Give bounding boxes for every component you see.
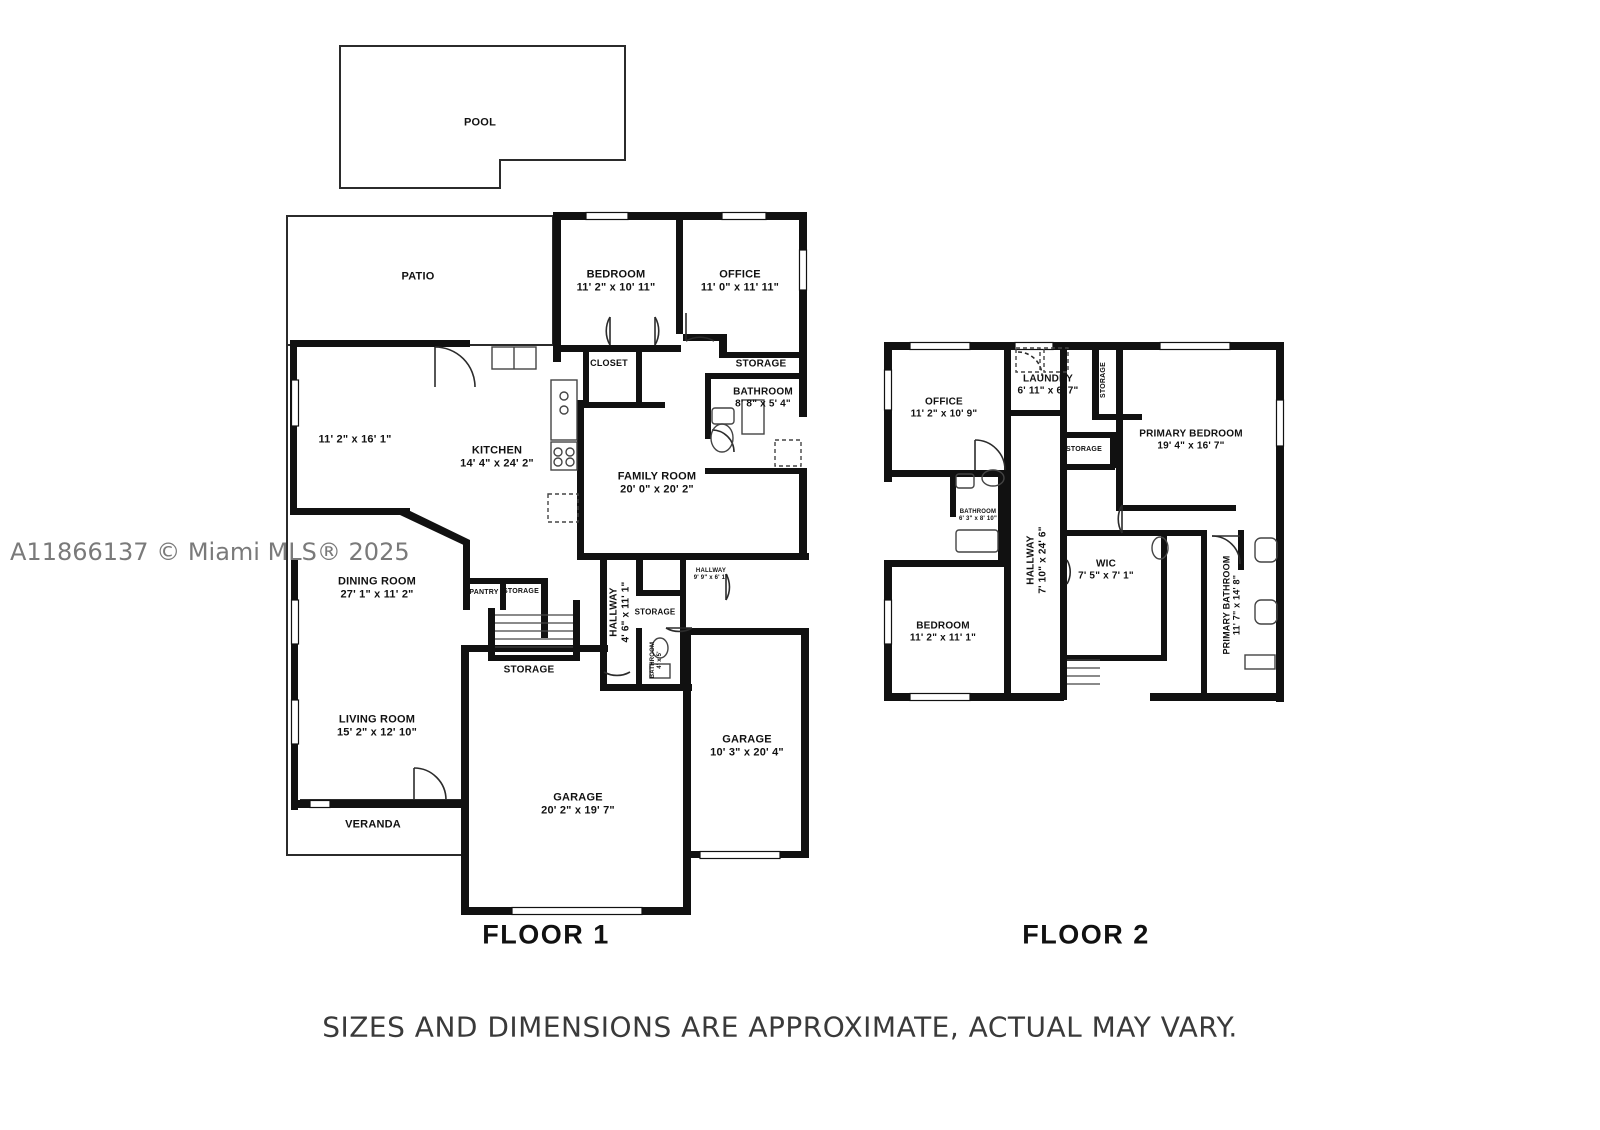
room-name: BATHROOM: [733, 386, 793, 398]
room-label: [694, 568, 729, 582]
room-dimensions: 4' 6" x 11' 1": [620, 581, 631, 643]
room-name: PRIMARY BEDROOM: [1139, 428, 1243, 440]
room-label: [1018, 374, 1079, 397]
room-dimensions: 4' x 5': [657, 651, 663, 669]
room-dimensions: 11' 2" x 10' 11": [576, 281, 656, 293]
room-name: OFFICE: [925, 396, 963, 408]
room-label: [650, 642, 664, 678]
room-label: [710, 733, 784, 758]
room-dimensions: 11' 0" x 11' 11": [700, 281, 780, 293]
room-dimensions: 11' 7" x 14' 8": [1232, 574, 1242, 636]
room-label: [701, 268, 779, 293]
room-name: PATIO: [401, 270, 435, 283]
room-name: POOL: [464, 116, 496, 129]
room-label: [338, 575, 416, 600]
room-name: GARAGE: [553, 791, 603, 804]
room-name: BEDROOM: [586, 268, 646, 281]
watermark: A11866137 © Miami MLS® 2025: [10, 538, 410, 566]
room-dimensions: 14' 4" x 24' 2": [460, 457, 534, 469]
patio-outline: [287, 216, 553, 855]
room-dimensions: 20' 2" x 19' 7": [541, 804, 615, 816]
room-name: BATHROOM: [959, 509, 997, 516]
room-label: [635, 607, 676, 616]
room-dimensions: 11' 2" x 16' 1": [318, 433, 392, 446]
room-name: FAMILY ROOM: [617, 470, 697, 483]
room-label: [959, 509, 997, 523]
room-label: [345, 819, 401, 832]
room-dimensions: 7' 10" x 24' 6": [1037, 526, 1048, 594]
room-label: [1078, 559, 1134, 582]
room-label: [911, 397, 978, 420]
room-label: [590, 358, 628, 368]
room-label: [1100, 362, 1108, 398]
room-label: [1222, 555, 1243, 654]
room-label: [464, 117, 496, 130]
room-name: WIC: [1095, 558, 1117, 570]
room-name: STORAGE: [503, 664, 555, 676]
room-dimensions: 11' 2" x 10' 9": [910, 408, 978, 419]
room-label: [541, 791, 615, 816]
room-label: [609, 582, 632, 643]
room-name: BATHROOM: [650, 641, 657, 679]
room-label: [1139, 429, 1243, 452]
room-name: HALLWAY: [608, 587, 620, 637]
room-label: [337, 713, 417, 738]
floor-title: FLOOR 1: [482, 919, 610, 950]
room-name: LIVING ROOM: [338, 713, 416, 726]
room-name: DINING ROOM: [338, 575, 416, 588]
room-name: PANTRY: [469, 588, 499, 596]
room-label: [1026, 526, 1049, 593]
room-label: [469, 589, 498, 597]
room-name: OFFICE: [719, 268, 761, 281]
room-label: [318, 434, 391, 447]
room-name: HALLWAY: [695, 568, 727, 575]
room-name: PRIMARY BATHROOM: [1221, 555, 1232, 655]
room-label: [577, 268, 656, 293]
room-name: BEDROOM: [916, 620, 970, 632]
room-name: LAUNDRY: [1023, 373, 1073, 385]
room-name: KITCHEN: [471, 444, 523, 457]
room-name: GARAGE: [722, 733, 772, 746]
room-name: CLOSET: [590, 357, 628, 368]
room-label: [402, 271, 435, 284]
room-label: [910, 621, 976, 644]
room-dimensions: 20' 0" x 20' 2": [620, 483, 694, 495]
room-label: [618, 470, 697, 495]
room-dimensions: 27' 1" x 11' 2": [340, 588, 414, 600]
room-dimensions: 15' 2" x 12' 10": [336, 726, 418, 738]
room-dimensions: 11' 2" x 11' 1": [909, 632, 977, 643]
room-label: [733, 387, 793, 410]
room-label: [503, 588, 539, 596]
floor-title: FLOOR 2: [1022, 919, 1150, 950]
room-dimensions: 6' 3" x 8' 10": [958, 516, 998, 522]
room-label: [460, 444, 534, 469]
room-dimensions: 10' 3" x 20' 4": [710, 746, 784, 758]
room-dimensions: 9' 9" x 6' 1": [693, 575, 729, 581]
room-dimensions: 19' 4" x 16' 7": [1157, 440, 1225, 451]
footer-note: SIZES AND DIMENSIONS ARE APPROXIMATE, ACTUAL MAY VARY.: [322, 1010, 1238, 1044]
room-name: VERANDA: [345, 818, 401, 831]
room-name: STORAGE: [735, 358, 787, 370]
room-dimensions: 6' 11" x 6' 7": [1017, 385, 1079, 396]
floor1-group: [287, 46, 809, 915]
room-dimensions: 8' 8" x 5' 4": [735, 398, 791, 409]
room-name: STORAGE: [503, 587, 539, 595]
room-name: STORAGE: [1066, 445, 1102, 453]
room-name: HALLWAY: [1025, 535, 1037, 585]
room-name: STORAGE: [634, 607, 676, 617]
room-dimensions: 7' 5" x 7' 1": [1078, 570, 1134, 581]
room-label: [1066, 446, 1102, 454]
room-label: [736, 358, 787, 370]
room-label: [504, 664, 555, 676]
room-name: STORAGE: [1099, 362, 1107, 398]
